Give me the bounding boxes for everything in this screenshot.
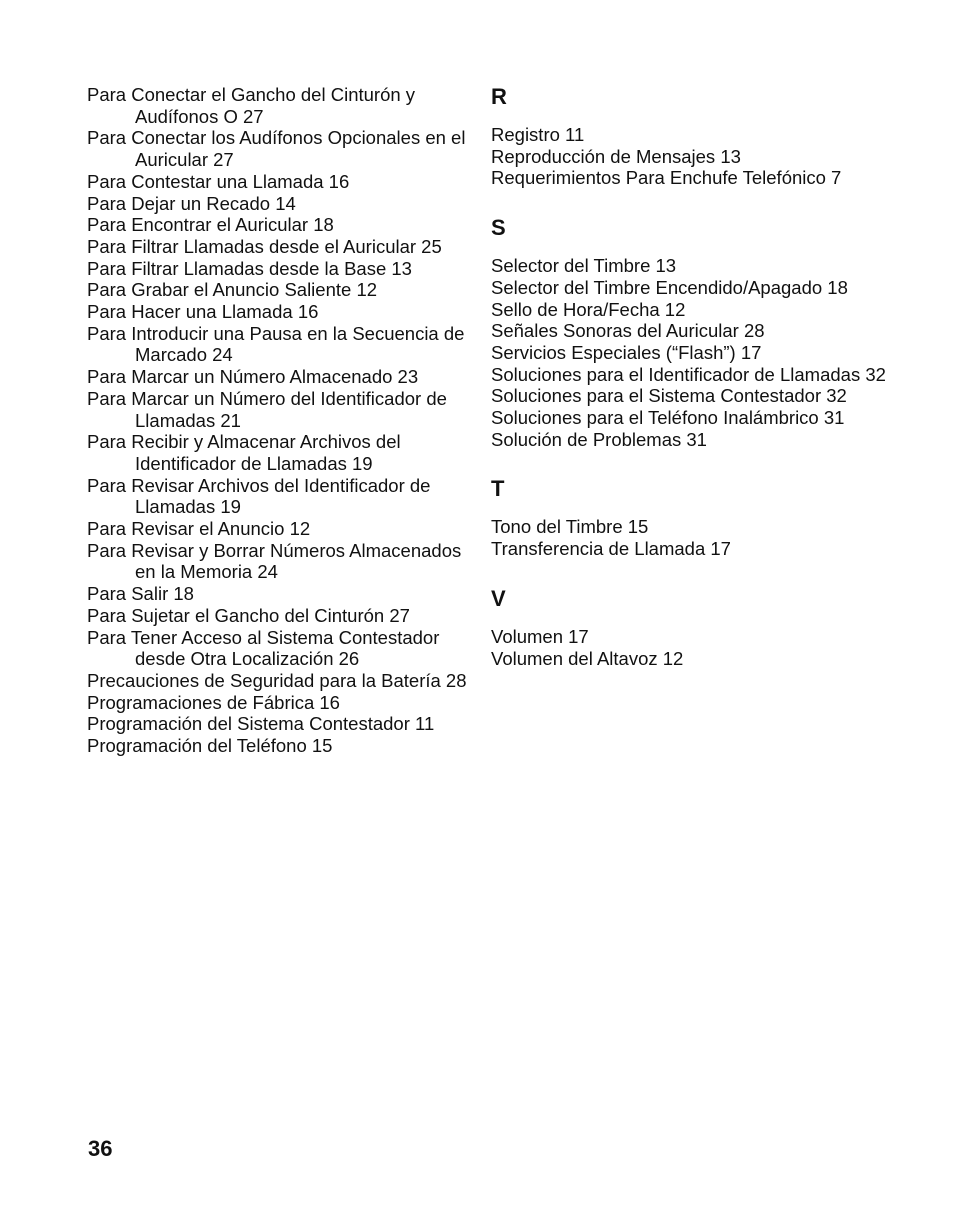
index-entry: Tono del Timbre 15	[491, 516, 649, 538]
section-letter: T	[491, 476, 505, 502]
index-entry: Para Sujetar el Gancho del Cinturón 27	[87, 604, 410, 626]
section-letter: S	[491, 215, 506, 241]
section-letter: R	[491, 84, 507, 109]
index-entry: Servicios Especiales (“Flash”) 17	[491, 341, 762, 363]
index-entry: Señales Sonoras del Auricular 28	[491, 320, 765, 342]
index-entry: Sello de Hora/Fecha 12	[491, 298, 686, 320]
index-entry: Para Conectar el Gancho del Cinturón y Audífonos O 27	[87, 84, 416, 127]
index-entry: Registro 11	[491, 124, 585, 145]
index-column-right	[491, 84, 911, 695]
index-entry: Para Tener Acceso al Sistema Contestador desde Otra Localización 26	[87, 626, 440, 670]
index-entry: Selector del Timbre 13	[491, 255, 677, 277]
index-entry: Para Recibir y Almacenar Archivos del Identificador de Llamadas 19	[87, 431, 401, 474]
index-column-left	[87, 84, 477, 757]
index-entry: Reproducción de Mensajes 13	[491, 145, 741, 167]
index-entry: Para Contestar una Llamada 16	[87, 170, 350, 192]
index-section-s	[491, 215, 911, 450]
index-entry: Para Conectar los Audífonos Opcionales en el Auricular 27	[87, 127, 466, 171]
index-entry: Para Grabar el Anuncio Saliente 12	[87, 279, 378, 301]
index-entry: Requerimientos Para Enchufe Telefónico 7	[491, 167, 842, 189]
page-number: 36	[88, 1136, 113, 1161]
index-entry: Para Marcar un Número Almacenado 23	[87, 366, 419, 388]
index-entry: Soluciones para el Teléfono Inalámbrico 31	[491, 407, 845, 429]
index-entry: Para Revisar Archivos del Identificador de Llamadas 19	[87, 474, 431, 518]
index-entry: Programaciones de Fábrica 16	[87, 691, 340, 713]
index-entry: Para Dejar un Recado 14	[87, 192, 296, 214]
index-entry: Programación del Teléfono 15	[87, 735, 333, 757]
index-section-t	[491, 476, 911, 559]
index-entry: Programación del Sistema Contestador 11	[87, 713, 435, 735]
index-entry: Selector del Timbre Encendido/Apagado 18	[491, 276, 848, 298]
index-entry: Soluciones para el Identificador de Llamadas 32	[491, 363, 886, 385]
index-entry: Soluciones para el Sistema Contestador 32	[491, 385, 847, 407]
index-entry: Para Salir 18	[87, 583, 194, 605]
index-entry: Solución de Problemas 31	[491, 428, 707, 450]
index-entry: Para Hacer una Llamada 16	[87, 301, 319, 323]
index-entry: Volumen 17	[491, 625, 589, 647]
index-entry: Para Filtrar Llamadas desde el Auricular 25	[87, 235, 442, 257]
index-entry: Para Encontrar el Auricular 18	[87, 214, 334, 236]
index-entry: Precauciones de Seguridad para la Batería 28	[87, 669, 467, 691]
index-entry: Para Revisar y Borrar Números Almacenados en la Memoria 24	[87, 539, 462, 583]
index-entry: Volumen del Altavoz 12	[491, 647, 684, 669]
index-entry: Para Marcar un Número del Identificador de Llamadas 21	[87, 387, 447, 431]
index-entry: Transferencia de Llamada 17	[491, 538, 731, 560]
index-entry: Para Introducir una Pausa en la Secuencia de Marcado 24	[87, 322, 465, 366]
index-section-v	[491, 586, 911, 669]
index-entry: Para Revisar el Anuncio 12	[87, 518, 311, 540]
section-letter: V	[491, 585, 506, 611]
index-section-r	[491, 84, 911, 189]
index-entry: Para Filtrar Llamadas desde la Base 13	[87, 257, 412, 279]
